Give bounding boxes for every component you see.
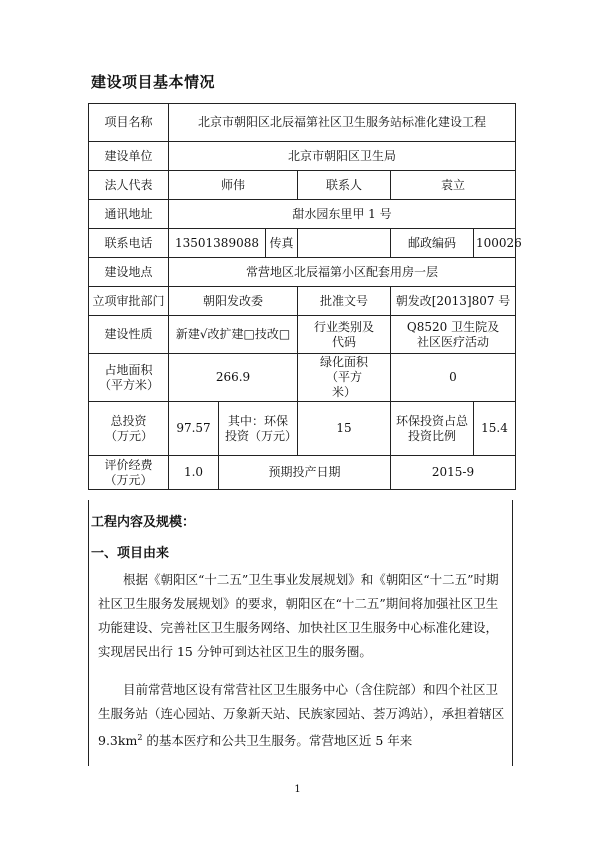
contact-label: 联系人 [298, 171, 391, 200]
invest-value: 97.57 [169, 402, 219, 456]
builder-label: 建设单位 [89, 142, 169, 171]
postcode-value: 100026 [474, 229, 516, 258]
paragraph-2-part-a: 目前常营地区设有常营社区卫生服务中心（含住院部）和四个社区卫生服务站（连心园站、万象新天站、民族家园站、荟万鸿站），承担着辖区 9.3km [98, 682, 505, 749]
industry-value: Q8520 卫生院及社区医疗活动 [391, 316, 516, 354]
legal-rep-label: 法人代表 [89, 171, 169, 200]
env-invest-value: 15 [298, 402, 391, 456]
page-number: 1 [294, 784, 301, 795]
fax-label: 传真 [266, 229, 298, 258]
approval-no-value: 朝发改[2013]807 号 [391, 287, 516, 316]
env-ratio-value: 15.4 [474, 402, 516, 456]
paragraph-2-part-b: 的基本医疗和公共卫生服务。常营地区近 5 年来 [142, 733, 413, 749]
site-value: 常营地区北辰福第小区配套用房一层 [169, 258, 516, 287]
industry-label: 行业类别及代码 [298, 316, 391, 354]
project-name-value: 北京市朝阳区北辰福第社区卫生服务站标准化建设工程 [169, 104, 516, 142]
contact-value: 袁立 [391, 171, 516, 200]
address-value: 甜水园东里甲 1 号 [169, 200, 516, 229]
green-value: 0 [391, 354, 516, 402]
eval-fee-label: 评价经费（万元） [89, 456, 169, 490]
superscript-2: 2 [137, 733, 143, 742]
nature-value: 新建√改扩建□技改□ [169, 316, 298, 354]
content-heading: 工程内容及规模： [91, 515, 196, 530]
paragraph-2 [98, 678, 505, 753]
operation-date-value: 2015-9 [391, 456, 516, 490]
area-value: 266.9 [169, 354, 298, 402]
project-name-label: 项目名称 [89, 104, 169, 142]
paragraph-2-text [98, 678, 505, 753]
site-label: 建设地点 [89, 258, 169, 287]
invest-label: 总投资（万元） [89, 402, 169, 456]
address-label: 通讯地址 [89, 200, 169, 229]
fax-value [298, 229, 391, 258]
phone-label: 联系电话 [89, 229, 169, 258]
approval-dept-label: 立项审批部门 [89, 287, 169, 316]
approval-no-label: 批准文号 [298, 287, 391, 316]
env-invest-label: 其中：环保投资（万元） [219, 402, 298, 456]
approval-dept-value: 朝阳发改委 [169, 287, 298, 316]
green-label: 绿化面积（平方米） [298, 354, 391, 402]
phone-value: 13501389088 [169, 229, 266, 258]
postcode-label: 邮政编码 [391, 229, 474, 258]
nature-label: 建设性质 [89, 316, 169, 354]
eval-fee-value: 1.0 [169, 456, 219, 490]
legal-rep-value: 师伟 [169, 171, 298, 200]
builder-value: 北京市朝阳区卫生局 [169, 142, 516, 171]
env-ratio-label: 环保投资占总投资比例 [391, 402, 474, 456]
page-title: 建设项目基本情况 [91, 73, 216, 91]
paragraph-1 [98, 568, 505, 664]
area-label: 占地面积（平方米） [89, 354, 169, 402]
operation-date-label: 预期投产日期 [219, 456, 391, 490]
paragraph-1-text: 根据《朝阳区“十二五”卫生事业发展规划》和《朝阳区“十二五”时期社区卫生服务发展规划》的要求，朝阳区在“十二五”期间将加强社区卫生功能建设、完善社区卫生服务网络、加快社区卫生服务中心标准化建设，实现居民出行 15 分钟可到达社区卫生的服务圈。 [98, 572, 499, 659]
project-info-table [88, 103, 522, 490]
section-project-origin: 一、项目由来 [91, 546, 170, 561]
